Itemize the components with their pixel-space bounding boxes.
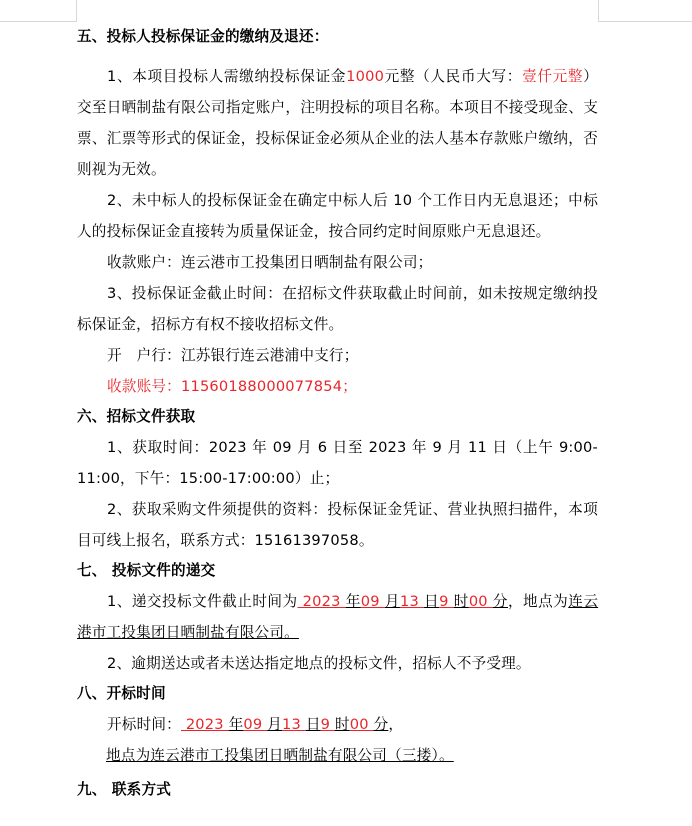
amount-words: 壹仟元整 xyxy=(522,68,584,85)
text-run: 收款账户：连云港市工投集团日晒制盐有限公司； xyxy=(107,254,433,271)
label-month: 月 xyxy=(267,716,283,733)
paragraph-6-1 xyxy=(77,432,598,494)
text-run: 元整（人民币大写： xyxy=(384,68,523,85)
text-run: ，地点为 xyxy=(507,593,569,610)
paragraph-8-2 xyxy=(77,740,598,771)
text-run: 1、递交投标文件截止时间为 xyxy=(107,593,298,610)
paragraph-7-1 xyxy=(77,586,598,648)
text-run: 3、投标保证金截止时间：在招标文件获取截止时间前，如未按规定缴纳投标保证金，招标方有权不接收招标文件。 xyxy=(77,285,598,333)
paragraph-5-2 xyxy=(77,185,598,247)
document-content xyxy=(77,22,598,805)
opening-minute: 00 xyxy=(349,716,374,733)
label-day: 日 xyxy=(305,716,321,733)
deadline-hour: 9 xyxy=(439,593,454,610)
paragraph-5-4 xyxy=(77,278,598,340)
paragraph-5-6-account-number xyxy=(77,371,598,402)
label-month: 月 xyxy=(384,593,400,610)
paragraph-5-3-account-name xyxy=(77,247,598,278)
text-run: ， xyxy=(388,716,404,733)
label-year: 年 xyxy=(345,593,361,610)
opening-location: 地点为连云港市工投集团日晒制盐有限公司（三搂）。 xyxy=(106,747,454,764)
text-run: 开 户行：江苏银行连云港浦中支行； xyxy=(107,347,359,364)
text-run: 2、逾期送达或者未送达指定地点的投标文件，招标人不予受理。 xyxy=(107,655,531,672)
text-run: 1、本项目投标人需缴纳投标保证金 xyxy=(107,68,347,85)
bank-account-number: 收款账号：11560188000077854； xyxy=(107,378,358,395)
spacer xyxy=(77,52,598,61)
section-heading-eight: 八、开标时间 xyxy=(77,685,166,702)
text-run: 1、获取时间：2023 年 09 月 6 日至 2023 年 9 月 11 日（上午 9:00-11:00，下午：15:00-17:00:00）止； xyxy=(77,439,598,487)
amount-figure: 1000 xyxy=(346,68,385,85)
submission-location: 连云港市工投集团日晒制盐有限公司。 xyxy=(77,593,599,641)
section-heading-nine: 九、 联系方式 xyxy=(77,781,172,798)
text-run: 开标时间： xyxy=(107,716,181,733)
paragraph-6-2 xyxy=(77,494,598,556)
deadline-minute: 00 xyxy=(468,593,493,610)
label-day: 日 xyxy=(424,593,440,610)
label-hour: 时 xyxy=(453,593,469,610)
opening-hour: 9 xyxy=(320,716,335,733)
paragraph-8-1 xyxy=(77,709,598,740)
page-edge-mark-left xyxy=(0,0,77,22)
page-edge-mark-right xyxy=(598,0,692,22)
text-run: 2、获取采购文件须提供的资料：投标保证金凭证、营业执照扫描件，本项目可线上报名，联系方式：15161397058。 xyxy=(77,501,598,549)
paragraph-5-5-bank xyxy=(77,340,598,371)
paragraph-5-1 xyxy=(77,61,598,185)
label-hour: 时 xyxy=(334,716,350,733)
section-heading-five: 五、投标人投标保证金的缴纳及退还： xyxy=(77,28,329,45)
deadline-day: 13 xyxy=(399,593,425,610)
section-heading-seven: 七、 投标文件的递交 xyxy=(77,562,216,579)
opening-year: 2023 xyxy=(180,716,229,733)
deadline-month: 09 xyxy=(360,593,385,610)
opening-month: 09 xyxy=(243,716,268,733)
section-heading-six: 六、招标文件获取 xyxy=(77,408,196,425)
opening-day: 13 xyxy=(282,716,306,733)
label-minute: 分 xyxy=(492,593,508,610)
paragraph-7-2 xyxy=(77,648,598,679)
text-run: ）交至日晒制盐有限公司指定账户，注明投标的项目名称。本项目不接受现金、支票、汇票等形式的保证金，投标保证金必须从企业的法人基本存款账户缴纳，否则视为无效。 xyxy=(77,68,598,178)
label-minute: 分 xyxy=(373,716,389,733)
deadline-year: 2023 xyxy=(297,593,346,610)
text-run: 2、未中标人的投标保证金在确定中标人后 10 个工作日内无息退还；中标人的投标保证金直接转为质量保证金，按合同约定时间原账户无息退还。 xyxy=(77,192,598,240)
label-year: 年 xyxy=(228,716,244,733)
